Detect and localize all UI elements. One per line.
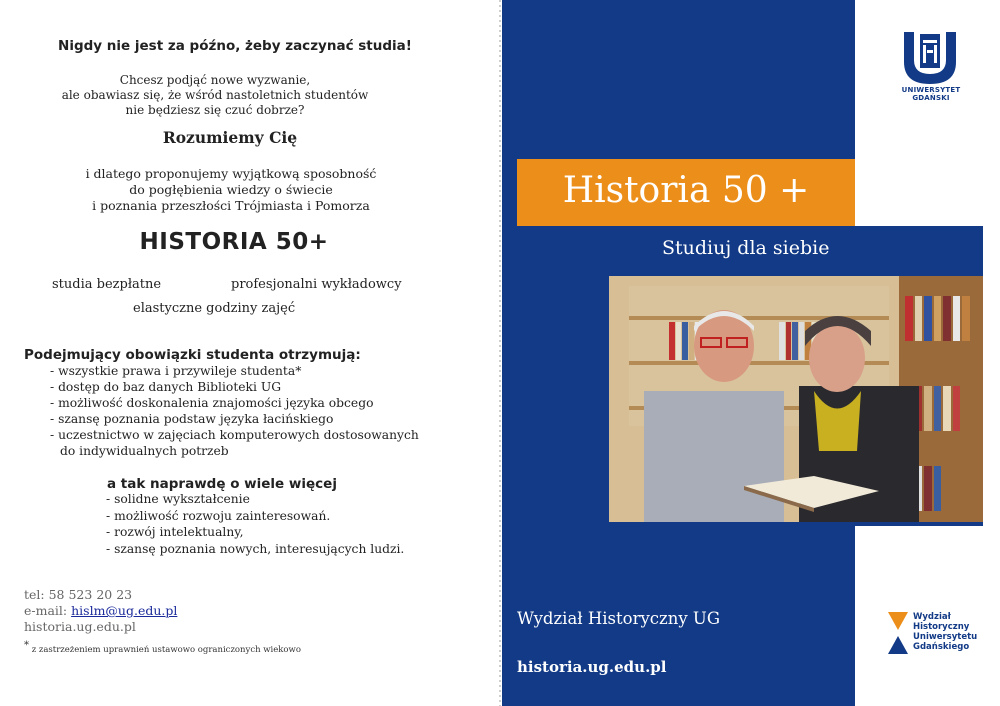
email-label: e-mail: bbox=[24, 603, 72, 618]
duties-list bbox=[50, 363, 419, 459]
list-item: - możliwość rozwoju zainteresowań. bbox=[106, 508, 331, 523]
faculty-logo-line: Wydział bbox=[913, 612, 951, 622]
feature-lecturers: profesjonalni wykładowcy bbox=[231, 277, 402, 292]
email-row bbox=[24, 603, 177, 619]
intro-text bbox=[0, 73, 430, 118]
list-item: - szansę poznania podstaw języka łacińskiego bbox=[50, 412, 334, 426]
list-item: - dostęp do baz danych Biblioteki UG bbox=[50, 380, 282, 394]
footnote-text: z zastrzeżeniem uprawnień ustawowo ograniczonych wiekowo bbox=[29, 644, 301, 655]
faculty-logo-icon bbox=[888, 612, 908, 654]
footnote bbox=[24, 640, 301, 655]
list-item: - szansę poznania nowych, interesujących ludzi. bbox=[106, 541, 405, 556]
feature-hours: elastyczne godziny zajęć bbox=[133, 301, 296, 316]
faculty-logo-line: Historyczny bbox=[913, 622, 970, 632]
offer-line: i dlatego proponujemy wyjątkową sposobność bbox=[85, 166, 377, 181]
list-item: - uczestnictwo w zajęciach komputerowych dostosowanych bbox=[50, 428, 419, 442]
offer-line: do pogłębienia wiedzy o świecie bbox=[129, 182, 333, 197]
duties-heading: Podejmujący obowiązki studenta otrzymują: bbox=[24, 347, 361, 363]
brochure-title: Historia 50 + bbox=[562, 170, 810, 211]
intro-line: Chcesz podjąć nowe wyzwanie, bbox=[119, 73, 311, 87]
list-item: - wszystkie prawa i przywileje studenta* bbox=[50, 364, 302, 378]
program-title: HISTORIA 50+ bbox=[139, 229, 329, 255]
intro-line: ale obawiasz się, że wśród nastoletnich studentów bbox=[61, 88, 369, 102]
understand-heading: Rozumiemy Cię bbox=[162, 128, 298, 147]
offer-line: i poznania przeszłości Trójmiasta i Pomorza bbox=[92, 198, 370, 213]
more-list bbox=[106, 491, 404, 557]
fold-line bbox=[499, 0, 501, 706]
list-item: - solidne wykształcenie bbox=[106, 492, 250, 506]
university-logo-icon bbox=[900, 30, 960, 86]
list-item: - możliwość doskonalenia znajomości języka obcego bbox=[50, 396, 374, 410]
web-address: historia.ug.edu.pl bbox=[24, 619, 136, 634]
feature-free: studia bezpłatne bbox=[52, 277, 162, 292]
library-photo bbox=[609, 276, 983, 522]
list-item: - rozwój intelektualny, bbox=[106, 525, 244, 539]
faculty-logo-line: Uniwersytetu bbox=[913, 632, 978, 642]
subtitle: Studiuj dla siebie bbox=[662, 237, 830, 259]
university-name: UNIWERSYTET GDAŃSKI bbox=[901, 86, 961, 102]
email-link[interactable]: hislm@ug.edu.pl bbox=[71, 603, 178, 618]
contact-block bbox=[24, 587, 177, 635]
faculty-name: Wydział Historyczny UG bbox=[517, 609, 721, 628]
more-heading: a tak naprawdę o wiele więcej bbox=[107, 476, 337, 492]
offer-text bbox=[0, 166, 462, 214]
headline: Nigdy nie jest za późno, żeby zaczynać studia! bbox=[58, 38, 412, 54]
list-item: do indywidualnych potrzeb bbox=[60, 444, 229, 458]
intro-line: nie będziesz się czuć dobrze? bbox=[125, 103, 305, 117]
faculty-logo-line: Gdańskiego bbox=[913, 642, 970, 652]
phone: tel: 58 523 20 23 bbox=[24, 587, 133, 602]
footnote-mark: * bbox=[24, 640, 29, 651]
website[interactable]: historia.ug.edu.pl bbox=[517, 658, 667, 676]
faculty-logo-text bbox=[913, 612, 977, 652]
